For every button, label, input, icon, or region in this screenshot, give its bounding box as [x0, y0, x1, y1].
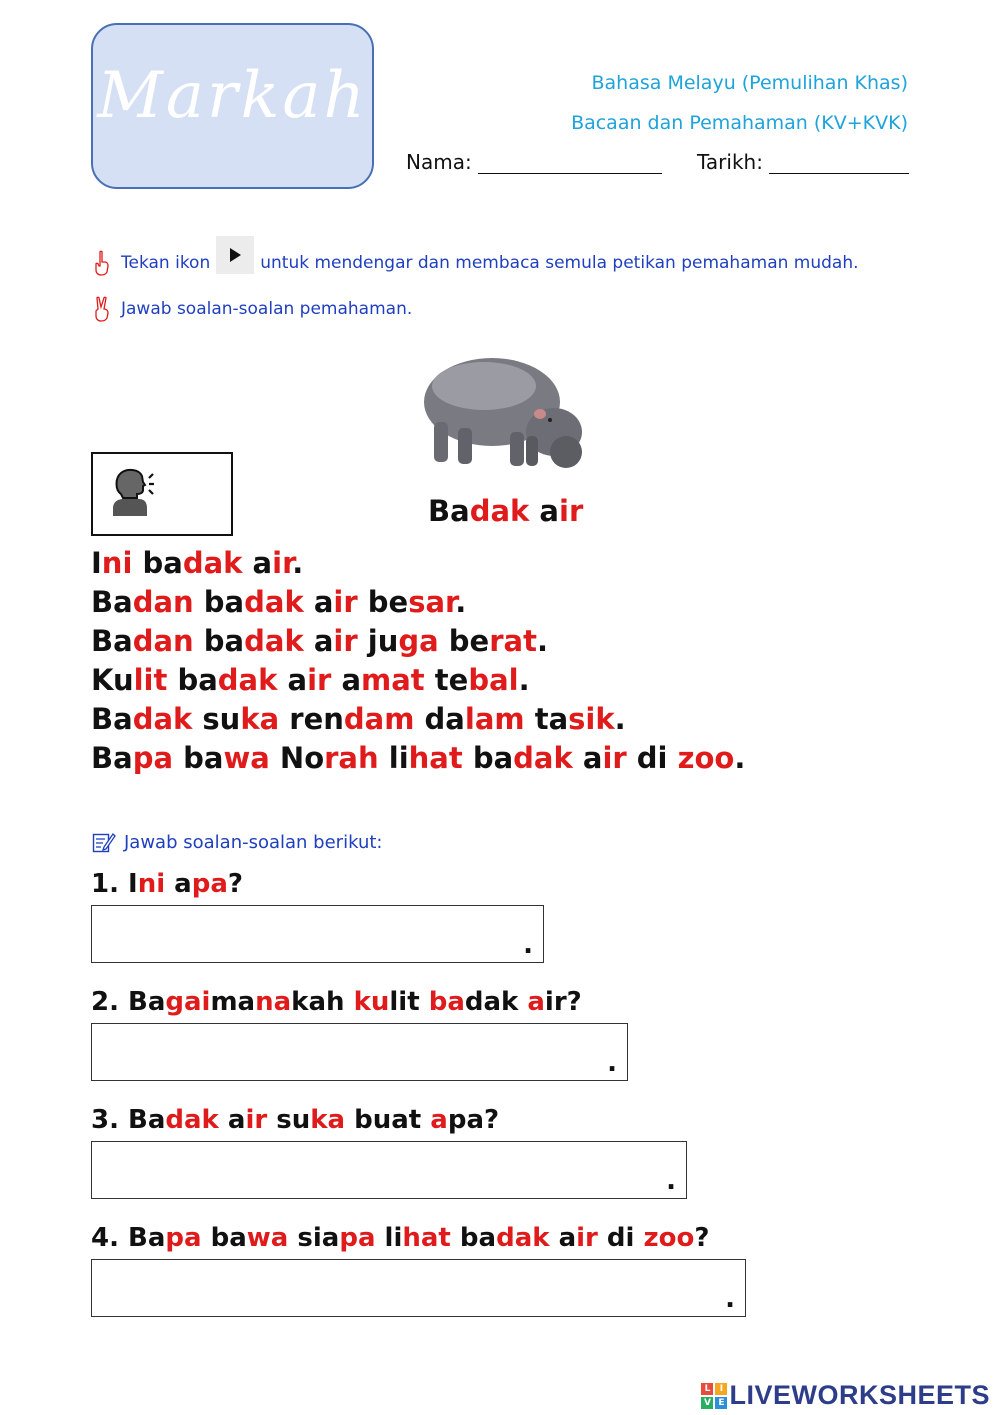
question-segment: lit — [389, 987, 429, 1017]
audio-box[interactable] — [91, 452, 233, 536]
passage-line — [91, 739, 745, 778]
passage-line-segment: . — [518, 663, 530, 697]
answer-box-4[interactable] — [91, 1259, 746, 1317]
passage-line-segment: mat — [361, 663, 425, 697]
question-segment: zoo — [643, 1223, 695, 1253]
passage-line-segment: lit — [133, 663, 168, 697]
passage-line-segment: a — [331, 663, 362, 697]
question-2 — [91, 987, 582, 1017]
instruction-2 — [91, 296, 412, 322]
passage-line-segment: dak — [182, 546, 243, 580]
passage-line-segment: ir — [272, 546, 293, 580]
question-segment: gai — [165, 987, 211, 1017]
question-segment: sia — [288, 1223, 340, 1253]
passage-line-segment: dak — [244, 585, 304, 619]
passage-line-segment: ir — [307, 663, 332, 697]
question-segment: pa — [191, 869, 228, 899]
passage-line-segment: Ba — [91, 624, 133, 658]
passage-line-segment: No — [269, 741, 325, 775]
answer-1-period: . — [523, 930, 533, 960]
answer-box-1[interactable] — [91, 905, 544, 963]
liveworksheets-brand — [701, 1380, 990, 1411]
instruction-1-after: untuk mendengar dan membaca semula petikan pemahaman mudah. — [260, 253, 859, 273]
passage-line-segment: . — [292, 546, 304, 580]
passage-line-segment: ba — [132, 546, 183, 580]
passage-line-segment: rah — [324, 741, 379, 775]
question-segment: ? — [227, 869, 243, 899]
nama-line — [478, 154, 662, 174]
question-segment: 1. I — [91, 869, 138, 899]
passage-line-segment: sik — [568, 702, 615, 736]
passage-line-segment: ba — [193, 624, 245, 658]
title-segment: a — [539, 494, 559, 528]
passage-line-segment: lam — [464, 702, 525, 736]
question-segment: dak — [165, 1105, 219, 1135]
passage-line-segment: a — [572, 741, 603, 775]
passage-line — [91, 544, 745, 583]
question-segment: dak — [464, 987, 528, 1017]
passage-line-segment: dan — [132, 624, 194, 658]
question-segment: 3. Ba — [91, 1105, 166, 1135]
question-segment: ba — [450, 1223, 497, 1253]
passage-line — [91, 661, 745, 700]
logo-letter-l: L — [701, 1383, 713, 1395]
title-segment: dak — [469, 494, 530, 528]
markah-label: Markah — [97, 59, 368, 133]
passage-line-segment: ga — [398, 624, 439, 658]
tarikh-line — [769, 154, 909, 174]
passage-line-segment: a — [277, 663, 308, 697]
passage-line-segment: ni — [101, 546, 133, 580]
answer-box-3[interactable] — [91, 1141, 687, 1199]
tarikh-field — [697, 150, 909, 174]
question-4 — [91, 1223, 709, 1253]
title-segment: Ba — [428, 494, 470, 528]
question-segment: 4. Ba — [91, 1223, 166, 1253]
question-segment: ba — [201, 1223, 247, 1253]
question-segment: buat — [345, 1105, 431, 1135]
speaking-head-icon — [109, 464, 155, 518]
passage-line-segment: a — [242, 546, 273, 580]
passage-line-segment: dan — [132, 585, 194, 619]
answer-box-2[interactable] — [91, 1023, 628, 1081]
title-segment — [529, 494, 539, 528]
question-segment: ? — [694, 1223, 710, 1253]
passage-line-segment: ba — [193, 585, 245, 619]
passage-line-segment: bal — [468, 663, 519, 697]
passage-line-segment: li — [378, 741, 409, 775]
passage-line-segment: rat — [489, 624, 537, 658]
play-button[interactable] — [216, 236, 254, 274]
passage-line-segment: da — [414, 702, 465, 736]
liveworksheets-logo — [701, 1383, 727, 1409]
question-segment: ku — [353, 987, 390, 1017]
passage-line-segment: ren — [279, 702, 344, 736]
answer-4-period: . — [725, 1284, 735, 1314]
passage-line-segment: . — [614, 702, 626, 736]
passage-line-segment: Ba — [91, 585, 133, 619]
question-segment: ni — [137, 869, 166, 899]
question-segment: ma — [210, 987, 256, 1017]
play-icon — [228, 247, 242, 263]
passage-line-segment: ba — [167, 663, 218, 697]
passage-line-segment: su — [192, 702, 241, 736]
passage-line-segment: zoo — [677, 741, 735, 775]
topic-title: Bacaan dan Pemahaman (KV+KVK) — [571, 112, 908, 134]
logo-letter-i: I — [715, 1383, 727, 1395]
pencil-note-icon — [92, 831, 116, 853]
passage-line-segment: ir — [333, 585, 358, 619]
passage-line-segment: ba — [462, 741, 514, 775]
logo-letter-v: V — [701, 1397, 713, 1409]
hippo-image — [414, 340, 584, 480]
question-segment: a — [549, 1223, 577, 1253]
question-segment: ir — [245, 1105, 268, 1135]
passage-line-segment: hat — [408, 741, 463, 775]
question-segment: hat — [402, 1223, 451, 1253]
instruction-1-before: Tekan ikon — [121, 253, 211, 273]
question-segment: a — [430, 1105, 448, 1135]
passage-line-segment: ir — [602, 741, 627, 775]
question-segment: ka — [310, 1105, 346, 1135]
markah-box — [91, 23, 374, 189]
passage-line — [91, 622, 745, 661]
question-segment: 2. Ba — [91, 987, 166, 1017]
question-1 — [91, 869, 243, 899]
two-fingers-icon — [91, 296, 113, 322]
passage-line-segment: wa — [223, 741, 270, 775]
passage-line-segment: Ba — [91, 741, 133, 775]
passage-title — [428, 494, 583, 528]
passage-line-segment: . — [734, 741, 746, 775]
passage-line-segment: ju — [357, 624, 399, 658]
instruction-2-text: Jawab soalan-soalan pemahaman. — [121, 299, 413, 319]
passage-line-segment: dak — [244, 624, 304, 658]
passage-line-segment: dak — [217, 663, 278, 697]
passage-line-segment: Ku — [91, 663, 134, 697]
question-segment: pa — [165, 1223, 202, 1253]
question-segment: li — [375, 1223, 403, 1253]
logo-letter-e: E — [715, 1397, 727, 1409]
question-segment: su — [267, 1105, 311, 1135]
question-segment: dak — [496, 1223, 550, 1253]
passage-line-segment: dak — [513, 741, 573, 775]
nama-label: Nama: — [406, 150, 472, 174]
liveworksheets-text: LIVEWORKSHEETS — [729, 1380, 990, 1410]
passage-line-segment: dak — [132, 702, 193, 736]
answer-3-period: . — [666, 1166, 676, 1196]
question-3 — [91, 1105, 499, 1135]
passage-line-segment: . — [536, 624, 548, 658]
passage-line-segment: pa — [132, 741, 174, 775]
passage-line-segment: sar — [408, 585, 456, 619]
passage-line-segment: a — [303, 585, 334, 619]
passage-line-segment: ta — [524, 702, 569, 736]
passage-line-segment: be — [357, 585, 409, 619]
passage-line-segment: ka — [240, 702, 280, 736]
question-segment: a — [218, 1105, 246, 1135]
question-segment: di — [597, 1223, 644, 1253]
passage-line-segment: a — [303, 624, 334, 658]
question-segment: ir — [576, 1223, 598, 1253]
question-segment: a — [165, 869, 192, 899]
passage-line-segment: dam — [343, 702, 415, 736]
question-segment: a — [527, 987, 545, 1017]
question-segment: na — [255, 987, 292, 1017]
passage-line-segment: ir — [333, 624, 358, 658]
title-segment: ir — [559, 494, 584, 528]
passage — [91, 544, 745, 778]
passage-line-segment: ba — [173, 741, 224, 775]
raised-finger-icon — [91, 250, 113, 276]
tarikh-label: Tarikh: — [697, 150, 763, 174]
passage-line — [91, 583, 745, 622]
passage-line-segment: te — [424, 663, 469, 697]
answer-2-period: . — [607, 1048, 617, 1078]
passage-line — [91, 700, 745, 739]
nama-field — [406, 150, 662, 174]
question-segment: ba — [428, 987, 465, 1017]
question-segment: kah — [291, 987, 354, 1017]
passage-line-segment: be — [438, 624, 490, 658]
passage-line-segment: Ba — [91, 702, 133, 736]
question-segment: ir? — [544, 987, 582, 1017]
question-segment: pa? — [447, 1105, 500, 1135]
questions-header-text: Jawab soalan-soalan berikut: — [124, 831, 383, 853]
subject-title: Bahasa Melayu (Pemulihan Khas) — [591, 72, 908, 94]
question-segment: pa — [339, 1223, 376, 1253]
passage-line-segment: I — [91, 546, 102, 580]
questions-header — [92, 831, 382, 853]
instruction-1 — [91, 244, 859, 282]
passage-line-segment: di — [626, 741, 678, 775]
question-segment: wa — [246, 1223, 289, 1253]
passage-line-segment: . — [455, 585, 467, 619]
